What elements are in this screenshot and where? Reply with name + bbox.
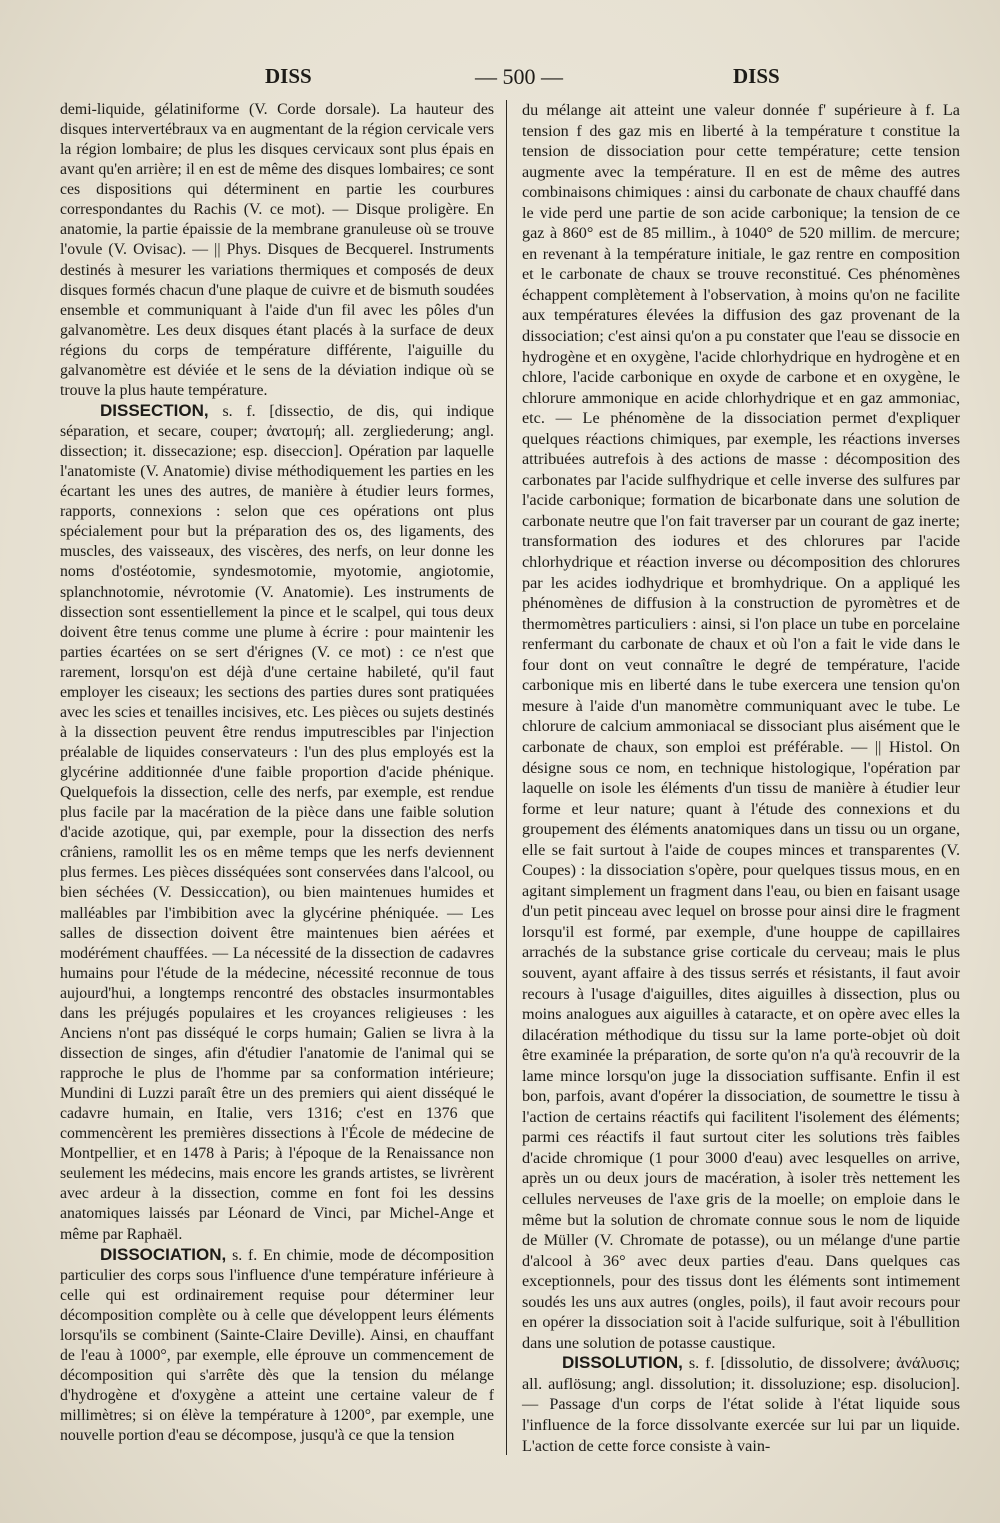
header-right-word: DISS [733,64,780,88]
entry-dissociation [60,1245,494,1447]
dissection-text: s. f. [dissectio, de dis, qui indique séparation, et secare, couper; ἀνατομή; all. zergliederung; angl. dissection; it. dissecazione; esp. diseccion]. Opération par laquelle l'anatomiste (V. Anatomie) divise méthodiquement les parties en les écartant les unes des autres, de manière à étudier leurs formes, rapports, connexions : selon que ces opérations ont plus spécialement pour but la préparation des os, des ligaments, des muscles, des vaisseaux, des viscères, des nerfs, on leur donne les noms d'ostéotomie, syndesmotomie, myotomie, angiotomie, splanchnotomie, névrotomie (V. Anatomie). Les instruments de dissection sont essentiellement la pince et le scalpel, qui tous deux doivent être tenus comme une plume à écrire : pour maintenir les parties écartées on se sert d'érignes (V. ce mot) : ce n'est que rarement, lorsqu'on est déjà d'une certaine habileté, qu'il faut employer les ciseaux; les sections des parties dures sont pratiquées avec les scies et tenailles incisives, etc. Les pièces ou sujets destinés à la dissection peuvent être rendus imputrescibles par l'injection préalable de liquides conservateurs : l'un des plus employés est la glycérine additionnée d'une faible proportion d'acide phénique. Quelquefois la dissection, celle des nerfs, par exemple, est rendue plus facile par la macération de la pièce dans une faible solution d'acide azotique, qui, par exemple, pour la dissection des nerfs crâniens, ramollit les os en même temps que les nerfs deviennent plus fermes. Les pièces disséquées sont conservées dans l'alcool, ou bien séchées (V. Dessiccation), ou bien maintenues humides et malléables par l'imbibition avec la glycérine phéniquée. — Les salles de dissection doivent être maintenues bien aérées et modérément chauffées. — La nécessité de la dissection de cadavres humains pour l'étude de la médecine, nécessité reconnue de tous aujourd'hui, a longtemps rencontré des obstacles insurmontables dans les préjugés populaires et les croyances religieuses : les Anciens n'ont pas disséqué le corps humain; Galien se livra à la dissection de singes, afin d'étudier l'anatomie de l'animal qui se rapproche le plus de l'homme par sa conformation intérieure; Mundini di Luzzi paraît être un des premiers qui aient disséqué le cadavre humain, en Italie, vers 1316; c'est en 1376 que commencèrent les premières dissections à l'École de médecine de Montpellier, et en 1478 à Paris; à l'époque de la Renaissance non seulement les médecins, mais encore les grands artistes, se livrèrent avec ardeur à la dissection, comme en font foi les dessins anatomiques laissés par Léonard de Vinci, par Michel-Ange et même par Raphaël. [60,402,494,1243]
dissociation-text: s. f. En chimie, mode de décomposition particulier des corps sous l'influence d'une température inférieure à celle qui est ordinairement requise pour déterminer leur décomposition complète ou à celle que développent leurs éléments lorsqu'ils se combinent (Sainte-Claire Deville). Ainsi, en chauffant de l'eau à 1000°, par exemple, elle éprouve un commencement de décomposition qui s'arrête dès que la tension du mélange d'hydrogène et d'oxygène a atteint une certaine valeur de f millimètres; si on élève la température à 1200°, par exemple, une nouvelle portion d'eau se décompose, jusqu'à ce que la tension [60,1246,494,1445]
dissociation-continuation: du mélange ait atteint une valeur donnée f' supérieure à f. La tension f des gaz mis en liberté à la température t constitue la tension de dissociation pour cette température; cette tension augmente avec la température. Il en est de même des autres combinaisons chimiques : ainsi du carbonate de chaux chauffé dans le vide perd une partie de son acide carbonique; la tension de ce gaz à 860° est de 85 millim., à 1040° de 520 millim. de mercure; en revenant à la température initiale, le gaz rentre en composition et le carbonate de chaux se trouve reconstitué. Ces phénomènes échappent complètement à l'observation, à moins qu'on ne facilite aux températures élevées la diffusion des gaz provenant de la dissociation; c'est ainsi qu'on a pu constater que l'eau se dissocie en hydrogène et en oxygène, l'acide chlorhydrique en hydrogène et en chlore, l'acide carbonique en oxyde de carbone et en oxygène, le chlorure ammonique en acide chlorhydrique et en gaz ammoniac, etc. — Le phénomène de la dissociation permet d'expliquer quelques réactions chimiques, par exemple, les réactions inverses attribuées autrefois à des actions de masse : décomposition des carbonates par l'acide sulfhydrique et celle inverse des sulfures par l'acide carbonique; formation de bicarbonate dans une solution de carbonate neutre que l'on fait traverser par un courant de gaz inerte; transformation des iodures et des chlorures par l'acide chlorhydrique et réaction inverse ou décomposition des chlorures par les acides iodhydrique et bromhydrique. On a appliqué les phénomènes de diffusion à la construction de pyromètres et de thermomètres particuliers : ainsi, si l'on place un tube en porcelaine renfermant du carbonate de chaux et où l'on a fait le vide dans le four dont on veut connaître le degré de température, l'acide carbonique mis en liberté dans le tube exercera une tension qu'on mesure à l'aide d'un manomètre communiquant avec le tube. Le chlorure de calcium ammoniacal se dissociant plus aisément que le carbonate de chaux, son emploi est préférable. — || Histol. On désigne sous ce nom, en technique histologique, l'opération par laquelle on isole les éléments d'un tissu de manière à étudier leur forme et leur nature; quant à l'étude des connexions et du groupement des éléments anatomiques dans un tissu ou un organe, elle se fait surtout à l'aide de coupes minces et transparentes (V. Coupes) : la dissociation s'opère, pour quelques tissus mous, en en agitant simplement un fragment dans l'eau, ou bien en faisant usage d'un petit pinceau avec lequel on brosse pour ainsi dire le fragment lorsqu'il est formé, par exemple, d'une houppe de capillaires arrachés de la substance grise corticale du cerveau; mais le plus souvent, ayant affaire à des tissus serrés et résistants, il faut avoir recours à l'usage d'aiguilles, dites aiguilles à dissection, plus ou moins analogues aux aiguilles à cataracte, et on opère avec elles la dilacération méthodique du tissu sur la lame porte-objet où doit être examinée la préparation, de sorte qu'on n'a qu'à recouvrir de la lame mince lorsqu'on juge la dissociation suffisante. Enfin il est bon, parfois, avant d'opérer la dissociation, de soumettre le tissu à l'action de certains réactifs qui facilitent l'isolement des éléments; parmi ces réactifs il faut surtout citer les solutions très faibles d'acide chromique (1 pour 3000 d'eau) avec lesquelles on arrive, après un ou deux jours de macération, à isoler très nettement les cellules nerveuses de l'axe gris de la moelle; on emploie dans le même but la solution de chromate connue sous le nom de liquide de Müller (V. Chromate de potasse), ou un mélange d'une partie d'alcool à 36° avec deux parties d'eau. Dans quelques cas exceptionnels, pour des tissus dont les éléments sont intimement soudés les uns aux autres (ongles, poils), il faut avoir recours pour en opérer la dissociation soit à l'acide sulfurique, soit à l'ébullition dans une solution de potasse caustique. [522,101,960,1352]
headword-dissociation: DISSOCIATION, [100,1244,227,1264]
dissolution-text: s. f. [dissolutio, de dissolvere; ἀνάλυσις; all. auflösung; angl. dissolution; it. dissoluzione; esp. disolucion]. — Passage d'un corps de l'état solide à l'état liquide sous l'influence de la force dissolvante exercée sur lui par un liquide. L'action de cette force consiste à vain- [522,1354,960,1455]
headword-dissection: DISSECTION, [100,400,209,420]
left-column [60,100,494,1446]
entry-dissection [60,401,494,1245]
right-column [522,100,960,1456]
header-left-word: DISS [265,64,312,88]
disque-continuation: demi-liquide, gélatiniforme (V. Corde dorsale). La hauteur des disques intervertébraux va en augmentant de la région cervicale vers la région lombaire; de plus les disques cervicaux sont plus épais en avant qu'en arrière; il en est de même des disques lombaires; ce sont ces dispositions qui déterminent en partie les courbures correspondantes du Rachis (V. ce mot). — Disque proligère. En anatomie, la partie épaissie de la membrane granuleuse où se trouve l'ovule (V. Ovisac). — || Phys. Disques de Becquerel. Instruments destinés à mesurer les variations thermiques et composés de deux disques formés chacun d'une plaque de cuivre et de bismuth soudées ensemble et communiquant à l'aide d'un fil avec les pôles d'un galvanomètre. Les deux disques étant placés à la surface de deux régions du corps de température différente, l'aiguille du galvanomètre est déviée et le sens de la déviation indique où se trouve la plus haute température. [60,101,494,399]
headword-dissolution: DISSOLUTION, [562,1353,683,1373]
entry-dissolution [522,1353,960,1456]
running-header [60,64,940,94]
page-number: — 500 — [475,64,563,89]
column-divider [506,100,507,1455]
